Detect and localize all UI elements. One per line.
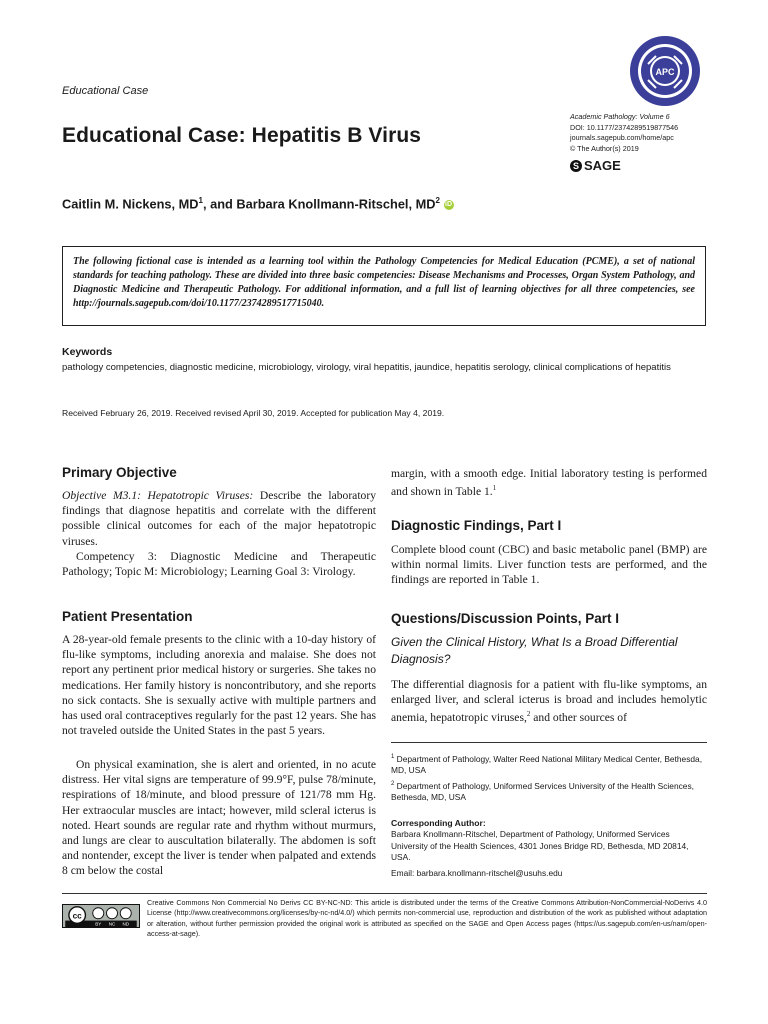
- publisher-name: SAGE: [584, 158, 621, 173]
- article-title: Educational Case: Hepatitis B Virus: [62, 124, 422, 147]
- diagnostic-findings-heading: Diagnostic Findings, Part I: [391, 518, 562, 533]
- objective-paragraph: [62, 488, 376, 549]
- footnote-divider: [391, 742, 707, 743]
- patient-presentation-heading: Patient Presentation: [62, 609, 193, 624]
- journal-type-label: Educational Case: [62, 85, 149, 97]
- license-text: Creative Commons Non Commercial No Derivs CC BY-NC-ND: This article is distributed under the terms of the Creative Commons Attribution-NonCommercial-NoDerivs 4.0 License (http://www.creativecommons.org/licenses/by-nc-nd/4.0/) which permits non-commercial use, reproduction and distribution of the work as published without adaptation or alteration, without further permission provided the original work is attributed as specified on the SAGE and Open Access pages (https://us.sagepub.com/en-us/nam/open-access-at-sage).: [147, 898, 707, 938]
- continuation-ref[interactable]: 1: [492, 484, 497, 493]
- seal-label: APC: [655, 67, 675, 77]
- corresponding-author-heading: Corresponding Author:: [391, 818, 486, 828]
- questions-heading: Questions/Discussion Points, Part I: [391, 611, 620, 626]
- keywords-text: pathology competencies, diagnostic medicine, microbiology, virology, viral hepatitis, jaundice, hepatitis serology, clinical complications of hepatitis: [62, 362, 671, 373]
- affiliation-1: [391, 752, 707, 777]
- continuation-text: margin, with a smooth edge. Initial laboratory testing is performed and shown in Table 1.: [391, 467, 707, 499]
- association-seal-logo: [628, 34, 702, 108]
- orcid-icon[interactable]: iD: [445, 200, 453, 208]
- presentation-paragraph-2: On physical examination, she is alert and oriented, in no acute distress. Her vital signs are temperature of 99.9°F, pulse 78/minute, respirations of 18/minute, and blood pressure of 121/78 mm Hg. Her extraocular muscles are intact; however, mild scleral icterus is noted. Heart sounds are regular rate and rhythm without murmurs, and lungs are clear to auscultation bilaterally. The abdomen is soft and nontender, except the liver is tender when palpated and extends 8 cm below the costal: [62, 758, 376, 878]
- copyright: © The Author(s) 2019: [570, 143, 639, 153]
- license-divider: [62, 893, 707, 894]
- diagnostic-findings-text: Complete blood count (CBC) and basic metabolic panel (BMP) are within normal limits. Liver function tests are performed, and the findings are reported in Table 1.: [391, 543, 707, 587]
- differential-ref[interactable]: 2: [526, 710, 531, 719]
- sage-mark-icon: S: [570, 160, 582, 172]
- differential-paragraph: [391, 677, 707, 725]
- author-2-affiliation: 2: [435, 196, 440, 205]
- nc-label: NC: [108, 921, 116, 927]
- objective-text: Describe the laboratory findings that diagnose hepatitis and correlate with the different possible clinical outcomes for each of the major hepatotropic viruses.: [62, 489, 376, 548]
- journal-meta: [570, 112, 678, 154]
- primary-objective-heading: Primary Objective: [62, 465, 177, 480]
- differential-subheading: Given the Clinical History, What Is a Broad Differential Diagnosis?: [391, 635, 678, 666]
- author-2: Barbara Knollmann-Ritschel, MD: [236, 196, 436, 212]
- affiliation-1-number: 1: [391, 754, 395, 760]
- continuation-paragraph: [391, 466, 707, 499]
- pcme-intro-text: The following fictional case is intended as a learning tool within the Pathology Competencies for Medical Education (PCME), a set of national standards for teaching pathology. These are divided into three basic competencies: Disease Mechanisms and Processes, Organ System Pathology, and Diagnostic Medicine and Therapeutic Pathology. For additional information, and a full list of learning objectives for all three competencies, see http://journals.sagepub.com/doi/10.1177/2374289517715040.: [73, 256, 695, 309]
- affiliation-1-text: Department of Pathology, Walter Reed National Military Medical Center, Bethesda, MD, USA: [391, 753, 703, 776]
- corresponding-email[interactable]: Email: barbara.knollmann-ritschel@usuhs.edu: [391, 868, 563, 878]
- doi[interactable]: DOI: 10.1177/2374289519877546: [570, 122, 679, 132]
- competency-paragraph: Competency 3: Diagnostic Medicine and Therapeutic Pathology; Topic M: Microbiology; Learning Goal 3: Virology.: [62, 550, 376, 579]
- corresponding-author-text: Barbara Knollmann-Ritschel, Department of Pathology, Uniformed Services University of the Health Sciences, 4301 Jones Bridge RD, Bethesda, MD 20814, USA.: [391, 829, 689, 863]
- differential-text-a: The differential diagnosis for a patient with flu-like symptoms, an enlarged liver, and scleral icterus is broad and includes hemolytic anemia, hepatotropic viruses,: [391, 678, 707, 725]
- author-1: Caitlin M. Nickens, MD: [62, 196, 199, 212]
- affiliation-2-number: 2: [391, 781, 395, 787]
- keywords-heading: Keywords: [62, 346, 113, 358]
- affiliation-2: [391, 779, 707, 804]
- cc-label: cc: [72, 911, 82, 921]
- author-line: [62, 196, 454, 211]
- journal-name: Academic Pathology: Volume 6: [570, 112, 670, 121]
- author-1-affiliation: 1: [198, 196, 203, 205]
- differential-text-b: and other sources of: [530, 711, 627, 725]
- received-dates: Received February 26, 2019. Received revised April 30, 2019. Accepted for publication May 4, 2019.: [62, 408, 445, 418]
- objective-label: Objective M3.1: Hepatotropic Viruses:: [62, 489, 254, 502]
- journal-url[interactable]: journals.sagepub.com/home/apc: [570, 133, 674, 142]
- nd-label: ND: [122, 921, 130, 927]
- by-label: BY: [95, 921, 102, 927]
- pcme-intro-box: [62, 246, 706, 326]
- author-joiner: , and: [202, 196, 237, 212]
- affiliation-2-text: Department of Pathology, Uniformed Services University of the Health Sciences, Bethesda, MD, USA: [391, 780, 694, 803]
- presentation-paragraph-1: A 28-year-old female presents to the clinic with a 10-day history of flu-like symptoms, including anorexia and malaise. She does not report any pertinent prior medical history or surgeries. She takes no medications. Her family history is noncontributory, and she reports no sick contacts. She is sexually active with multiple partners and has used oral contraceptives regularly for the past 12 years. She has not traveled outside the United States in the past 5 years.: [62, 633, 376, 738]
- sage-logo: [570, 158, 621, 173]
- cc-by-nc-nd-badge: [62, 904, 140, 928]
